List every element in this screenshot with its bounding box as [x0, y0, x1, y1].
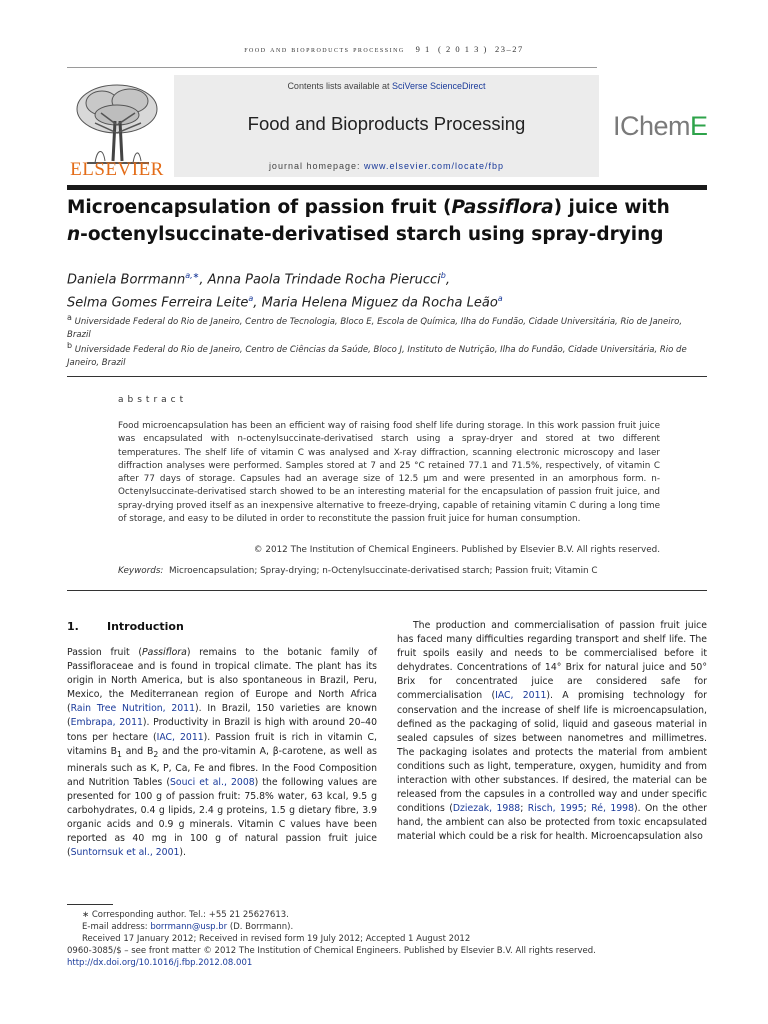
abstract-heading: abstract: [118, 395, 188, 405]
citation-link[interactable]: Suntornsuk et al., 2001: [70, 847, 180, 859]
running-header: [0, 44, 768, 54]
section-heading: [67, 620, 184, 633]
running-header-volume: 9 1: [415, 44, 431, 54]
text-run: The production and commercialisation of passion fruit juice has faced many difficulties regarding transport and shelf life. The fruit spoils easily and needs to be commercialised before it dehydrates. Concentrations of 14° Brix for natural juice and 50° Brix for concentrated juice are considered safe for commercialisation (: [397, 620, 707, 702]
author-affil-mark[interactable]: a,∗: [185, 271, 200, 280]
text-run-italic: Passiflora: [142, 647, 187, 658]
affiliation-text: Universidade Federal do Rio de Janeiro, Centro de Tecnologia, Bloco E, Escola de Química, Ilha do Fundão, Cidade Universitária, Rio de Janeiro, Brazil: [67, 316, 683, 340]
subscript: 2: [153, 749, 159, 759]
body-column-left: [67, 646, 377, 860]
abstract-copyright: © 2012 The Institution of Chemical Engineers. Published by Elsevier B.V. All rights reserved.: [253, 545, 660, 555]
contents-prefix: Contents lists available at: [287, 81, 392, 91]
running-header-pages: 23–27: [495, 44, 524, 54]
email-suffix: (D. Borrmann).: [227, 922, 294, 932]
abstract-top-rule: [67, 376, 707, 377]
subscript: 1: [116, 749, 122, 759]
contents-line: [174, 81, 599, 91]
journal-info-box: [174, 75, 599, 177]
affiliation-a: [67, 311, 697, 342]
title-line2-italic: n: [67, 224, 81, 245]
text-run: Passion fruit (: [67, 647, 143, 658]
affiliation-b: [67, 339, 697, 370]
corresponding-author-note: ∗ Corresponding author. Tel.: +55 21 25627613.: [82, 910, 289, 920]
author-name[interactable]: Anna Paola Trindade Rocha Pierucci: [207, 272, 441, 288]
icheme-logo-grey: IChem: [613, 111, 691, 141]
affiliation-text: Universidade Federal do Rio de Janeiro, Centro de Ciências da Saúde, Bloco J, Instituto de Nutrição, Ilha do Fundão, Cidade Universitária, Rio de Janeiro, Brazil: [67, 344, 687, 368]
citation-link[interactable]: Dziezak, 1988: [452, 803, 521, 815]
icheme-logo: [613, 111, 708, 142]
footnote-rule: [67, 904, 113, 905]
masthead-bottom-rule: [67, 185, 707, 190]
abstract-bottom-rule: [67, 590, 707, 591]
email-prefix: E-mail address:: [82, 922, 151, 932]
text-run: and B: [121, 745, 154, 757]
running-header-journal: food and bioproducts processing: [244, 44, 405, 54]
keywords: [118, 566, 678, 576]
author-name[interactable]: Selma Gomes Ferreira Leite: [67, 295, 249, 311]
author-name[interactable]: Daniela Borrmann: [67, 272, 186, 288]
email-note: [67, 921, 707, 933]
text-run: ).: [179, 847, 187, 859]
article-title: [67, 194, 707, 248]
author-affil-mark[interactable]: a: [248, 294, 254, 304]
body-column-right: [397, 619, 707, 845]
homepage-prefix: journal homepage:: [268, 161, 364, 171]
citation-link[interactable]: Souci et al., 2008: [170, 776, 255, 788]
title-part1: Microencapsulation of passion fruit (: [67, 197, 452, 218]
sciencedirect-link[interactable]: SciVerse ScienceDirect: [392, 81, 486, 91]
icheme-logo-green: E: [690, 111, 708, 141]
title-italic-genus: Passiflora: [451, 197, 554, 218]
issn-line: 0960-3085/$ – see front matter © 2012 The Institution of Chemical Engineers. Published by Elsevier B.V. All rights reserved.: [67, 946, 596, 956]
email-link[interactable]: borrmann@usp.br: [150, 922, 228, 932]
abstract-text: Food microencapsulation has been an efficient way of raising food shelf life during storage. In this work passion fruit juice was encapsulated with n-octenylsuccinate-derivatised starch using a spray-dryer and stored at two different temperatures. The shelf life of vitamin C was analysed and X-ray diffraction, scanning electronic microscopy and laser diffraction analyses were performed. Samples stored at 7 and 25 °C retained 77.1 and 71.5%, respectively, of vitamin C after 77 days of storage. Capsules had an average size of 12.5 μm and were presented in an amorphous form. n-Octenylsuccinate-derivatised starch showed to be an interesting material for the encapsulation of passion fruit juice, and spray-drying proved itself as an inexpensive alternative to freeze-drying, capable of retaining vitamin C during a long time of storage, and easy to be diluted in order to reconstitute the passion fruit juice for human consumption.: [118, 421, 660, 525]
elsevier-wordmark: ELSEVIER: [70, 159, 164, 180]
text-run: ). Productivity in Brazil is high with around 20–40 tons per hectare (: [67, 717, 377, 743]
text-run: ). Passion fruit is rich in vitamin C, vitamins B: [67, 731, 378, 757]
homepage-line: [174, 161, 599, 171]
title-part2: ) juice with: [553, 197, 670, 218]
homepage-link[interactable]: www.elsevier.com/locate/fbp: [364, 161, 505, 171]
citation-link[interactable]: Risch, 1995: [527, 803, 584, 815]
text-run: ). In Brazil, 150 varieties are known (: [67, 703, 377, 729]
text-run: ) the following values are presented for 100 g of passion fruit: 75.8% water, 63 kcal, 9.5 g carbohydrates, 0.4 g lipids, 2.4 g proteins, 1.5 g dietary fibre, 3.9 organic acids and 0.9 g minerals. Vitamin C values have been reported as 40 mg in 100 g of natural passion fruit juice (: [67, 776, 377, 859]
affiliation-mark: a: [67, 313, 72, 322]
keywords-list: Microencapsulation; Spray-drying; n-Octenylsuccinate-derivatised starch; Passion fruit; Vitamin C: [169, 566, 598, 576]
section-number: 1.: [67, 620, 79, 633]
affiliation-mark: b: [67, 341, 73, 350]
keywords-label: Keywords:: [118, 566, 164, 576]
author-list: Daniela Borrmann$^{a,∗}$, Anna Paola Trindade Rocha Pierucci$^b$, Selma Gomes Ferreira Leite$^a$, Maria Helena Miguez da Rocha Leão$^a$: [67, 271, 503, 311]
running-header-year: ( 2 0 1 3 ): [438, 44, 488, 54]
received-dates: Received 17 January 2012; Received in revised form 19 July 2012; Accepted 1 August 2012: [82, 934, 471, 944]
doi-link[interactable]: http://dx.doi.org/10.1016/j.fbp.2012.08.001: [67, 958, 253, 968]
text-run: and the pro-vitamin A, β-carotene, as well as minerals such as K, P, Ca, Fe and fibres. In the Food Composition and Nutrition Tables (: [67, 745, 377, 788]
text-run: ;: [583, 803, 592, 815]
citation-link[interactable]: IAC, 2011: [495, 690, 547, 702]
title-line2: -octenylsuccinate-derivatised starch using spray-drying: [80, 224, 664, 245]
section-title: Introduction: [107, 620, 184, 633]
citation-link[interactable]: Ré, 1998: [591, 803, 634, 815]
footnotes: [67, 909, 707, 969]
author-affil-mark[interactable]: b: [440, 271, 446, 280]
author-name[interactable]: Maria Helena Miguez da Rocha Leão: [261, 295, 498, 311]
text-run: ) remains to the botanic family of Passifloraceae and is found in tropical climate. The plant has its origin in North America, but is also spontaneous in Brazil, Peru, Mexico, the Mediterranean region of Europe and North Africa (: [67, 647, 377, 715]
citation-link[interactable]: IAC, 2011: [156, 731, 204, 743]
author-affil-mark[interactable]: a: [497, 294, 503, 304]
text-run: ). On the other hand, the ambient can also be protected from toxic encapsulated material which could be a risk for health. Microencapsulation also: [397, 803, 708, 843]
text-run: ;: [520, 803, 528, 815]
citation-link[interactable]: Rain Tree Nutrition, 2011: [70, 703, 196, 715]
text-run: ). A promising technology for conservation and the increase of shelf life is microencapsulation, defined as the packaging of solid, liquid and gaseous material in sealed capsules of sizes between nanometres and millimetres. The packaging isolates and protects the material from ambient conditions such as light, temperature, oxygen, humidity and from interaction with other substances. If desired, the material can be released from the capsules in a controlled way and under specific conditions (: [397, 690, 707, 815]
masthead-top-rule: [67, 67, 597, 68]
journal-title: Food and Bioproducts Processing: [247, 113, 526, 134]
masthead: [67, 67, 707, 189]
citation-link[interactable]: Embrapa, 2011: [70, 717, 143, 729]
